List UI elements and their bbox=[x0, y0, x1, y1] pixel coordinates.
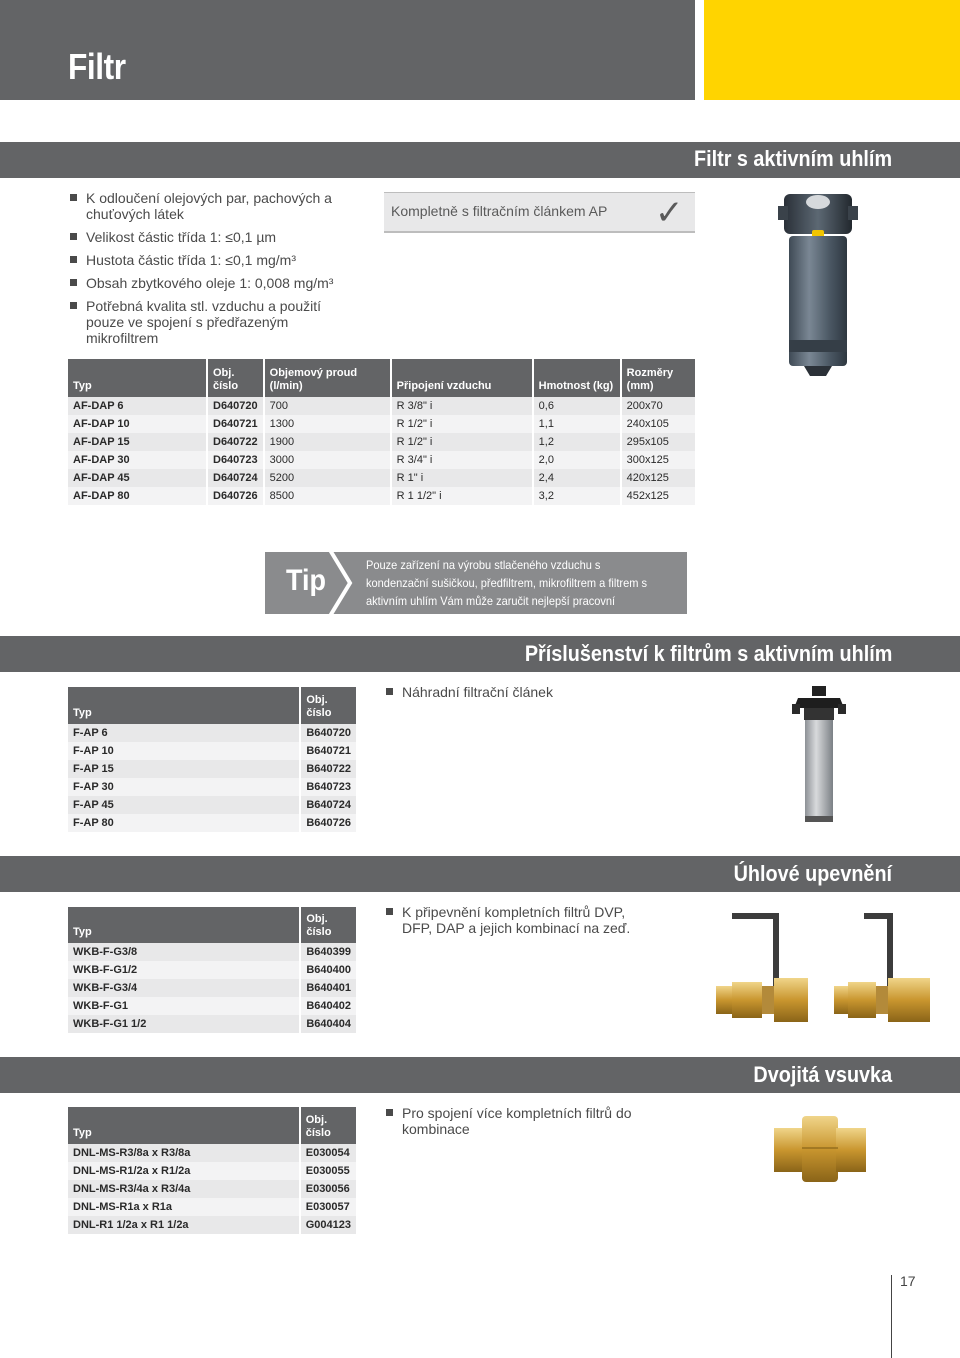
table-row bbox=[68, 469, 695, 487]
table-cell: B640721 bbox=[300, 742, 356, 760]
table-header: Typ bbox=[68, 359, 207, 397]
table-header: Obj. číslo bbox=[207, 359, 264, 397]
table-cell: AF-DAP 45 bbox=[68, 469, 207, 487]
double-nipple-image bbox=[770, 1110, 870, 1188]
table-header: Typ bbox=[68, 687, 300, 724]
table-cell: R 1" i bbox=[391, 469, 533, 487]
table-cell: R 1/2" i bbox=[391, 433, 533, 451]
table-cell: F-AP 10 bbox=[68, 742, 300, 760]
section-title-filter: Filtr s aktivním uhlím bbox=[693, 146, 892, 171]
table-cell: 1900 bbox=[264, 433, 391, 451]
tip-text: Pouze zařízení na výrobu stlačeného vzduchu s kondenzační sušičkou, předfiltrem, mikrofiltrem a filtrem s aktivním uhlím Vám může zaručit nejlepší pracovní výsledky a bezpečnost provozu. bbox=[366, 558, 648, 626]
table-cell: DNL-MS-R1/2a x R1/2a bbox=[68, 1162, 300, 1180]
table-row bbox=[68, 1180, 356, 1198]
table-cell: B640402 bbox=[300, 997, 356, 1015]
table-cell: 420x125 bbox=[621, 469, 695, 487]
table-row bbox=[68, 1216, 356, 1234]
table-cell: WKB-F-G1/2 bbox=[68, 961, 300, 979]
table-cell: DNL-MS-R3/8a x R3/8a bbox=[68, 1144, 300, 1162]
table-cell: WKB-F-G3/4 bbox=[68, 979, 300, 997]
table-row bbox=[68, 1015, 356, 1033]
table-cell: 300x125 bbox=[621, 451, 695, 469]
table-cell: 2,4 bbox=[533, 469, 621, 487]
bracket-table bbox=[68, 907, 356, 1033]
table-cell: R 1 1/2" i bbox=[391, 487, 533, 505]
table-row bbox=[68, 1198, 356, 1216]
table-cell: AF-DAP 80 bbox=[68, 487, 207, 505]
list-item: K odloučení olejových par, pachových a chuťových látek bbox=[68, 190, 358, 222]
table-row bbox=[68, 487, 695, 505]
table-cell: B640724 bbox=[300, 796, 356, 814]
table-header: Obj. číslo bbox=[300, 907, 356, 943]
table-cell: E030057 bbox=[300, 1198, 356, 1216]
table-cell: DNL-R1 1/2a x R1 1/2a bbox=[68, 1216, 300, 1234]
table-row bbox=[68, 760, 356, 778]
table-cell: WKB-F-G1 1/2 bbox=[68, 1015, 300, 1033]
table-cell: WKB-F-G1 bbox=[68, 997, 300, 1015]
table-row bbox=[68, 943, 356, 961]
table-cell: F-AP 6 bbox=[68, 724, 300, 742]
activated-carbon-filter-image bbox=[776, 190, 860, 378]
table-cell: 295x105 bbox=[621, 433, 695, 451]
page-number-rule bbox=[891, 1275, 892, 1358]
table-header: Obj. číslo bbox=[300, 1107, 356, 1144]
table-header: Hmotnost (kg) bbox=[533, 359, 621, 397]
table-cell: AF-DAP 30 bbox=[68, 451, 207, 469]
table-row bbox=[68, 979, 356, 997]
table-cell: F-AP 45 bbox=[68, 796, 300, 814]
table-row bbox=[68, 997, 356, 1015]
table-cell: DNL-MS-R1a x R1a bbox=[68, 1198, 300, 1216]
table-header: Objemový proud (l/min) bbox=[264, 359, 391, 397]
section-title-accessories: Příslušenství k filtrům s aktivním uhlím bbox=[524, 641, 892, 666]
double-nipple-feature-list bbox=[384, 1105, 654, 1144]
table-row bbox=[68, 415, 695, 433]
table-row bbox=[68, 778, 356, 796]
table-row bbox=[68, 814, 356, 832]
table-row bbox=[68, 1162, 356, 1180]
table-row bbox=[68, 397, 695, 415]
table-cell: B640400 bbox=[300, 961, 356, 979]
table-cell: AF-DAP 6 bbox=[68, 397, 207, 415]
header-accent bbox=[704, 0, 960, 100]
table-cell: R 3/8" i bbox=[391, 397, 533, 415]
list-item: K připevnění kompletních filtrů DVP, DFP, DAP a jejich kombinací na zeď. bbox=[384, 904, 644, 936]
table-cell: 0,6 bbox=[533, 397, 621, 415]
bracket-feature-list bbox=[384, 904, 644, 943]
table-row bbox=[68, 1144, 356, 1162]
accessories-feature-list bbox=[384, 684, 684, 707]
table-cell: G004123 bbox=[300, 1216, 356, 1234]
filter-spec-table bbox=[68, 359, 695, 505]
filter-feature-list bbox=[68, 190, 358, 353]
table-cell: B640723 bbox=[300, 778, 356, 796]
table-cell: 452x125 bbox=[621, 487, 695, 505]
table-cell: D640722 bbox=[207, 433, 264, 451]
table-cell: AF-DAP 10 bbox=[68, 415, 207, 433]
table-cell: F-AP 80 bbox=[68, 814, 300, 832]
table-row bbox=[68, 742, 356, 760]
list-item: Obsah zbytkového oleje 1: 0,008 mg/m³ bbox=[68, 275, 358, 291]
angle-bracket-image bbox=[710, 908, 936, 1026]
table-cell: 3,2 bbox=[533, 487, 621, 505]
table-row bbox=[68, 433, 695, 451]
page-number: 17 bbox=[900, 1273, 916, 1289]
table-cell: F-AP 15 bbox=[68, 760, 300, 778]
table-cell: D640724 bbox=[207, 469, 264, 487]
table-cell: F-AP 30 bbox=[68, 778, 300, 796]
table-cell: 1,1 bbox=[533, 415, 621, 433]
chevron-right-icon bbox=[328, 548, 354, 618]
table-cell: 240x105 bbox=[621, 415, 695, 433]
table-cell: 1,2 bbox=[533, 433, 621, 451]
table-cell: DNL-MS-R3/4a x R3/4a bbox=[68, 1180, 300, 1198]
section-title-double-nipple: Dvojitá vsuvka bbox=[753, 1062, 892, 1087]
table-cell: B640401 bbox=[300, 979, 356, 997]
table-cell: AF-DAP 15 bbox=[68, 433, 207, 451]
replacement-filter-element-image bbox=[786, 684, 852, 826]
table-header: Připojení vzduchu bbox=[391, 359, 533, 397]
complete-with-element-label: Kompletně s filtračním článkem AP bbox=[391, 203, 608, 219]
table-row bbox=[68, 724, 356, 742]
table-cell: B640399 bbox=[300, 943, 356, 961]
table-cell: B640720 bbox=[300, 724, 356, 742]
list-item: Náhradní filtrační článek bbox=[384, 684, 684, 700]
tip-label: Tip bbox=[286, 564, 327, 597]
table-cell: D640726 bbox=[207, 487, 264, 505]
table-row bbox=[68, 451, 695, 469]
table-cell: E030055 bbox=[300, 1162, 356, 1180]
table-cell: 200x70 bbox=[621, 397, 695, 415]
table-cell: R 1/2" i bbox=[391, 415, 533, 433]
checkmark-icon: ✓ bbox=[655, 193, 684, 233]
list-item: Potřebná kvalita stl. vzduchu a použití pouze ve spojení s předřazeným mikrofiltrem bbox=[68, 298, 358, 346]
table-cell: B640722 bbox=[300, 760, 356, 778]
table-cell: 5200 bbox=[264, 469, 391, 487]
table-cell: 1300 bbox=[264, 415, 391, 433]
table-header: Rozměry (mm) bbox=[621, 359, 695, 397]
table-cell: B640404 bbox=[300, 1015, 356, 1033]
double-nipple-table bbox=[68, 1107, 356, 1234]
page-title: Filtr bbox=[68, 46, 126, 87]
table-cell: 700 bbox=[264, 397, 391, 415]
table-cell: 8500 bbox=[264, 487, 391, 505]
list-item: Pro spojení více kompletních filtrů do kombinace bbox=[384, 1105, 654, 1137]
table-cell: WKB-F-G3/8 bbox=[68, 943, 300, 961]
table-cell: D640723 bbox=[207, 451, 264, 469]
table-cell: D640720 bbox=[207, 397, 264, 415]
table-cell: E030056 bbox=[300, 1180, 356, 1198]
table-cell: B640726 bbox=[300, 814, 356, 832]
list-item: Velikost částic třída 1: ≤0,1 µm bbox=[68, 229, 358, 245]
table-cell: D640721 bbox=[207, 415, 264, 433]
table-header: Typ bbox=[68, 1107, 300, 1144]
table-header: Typ bbox=[68, 907, 300, 943]
table-cell: 2,0 bbox=[533, 451, 621, 469]
table-header: Obj. číslo bbox=[300, 687, 356, 724]
section-title-bracket: Úhlové upevnění bbox=[733, 861, 892, 886]
table-cell: E030054 bbox=[300, 1144, 356, 1162]
list-item: Hustota částic třída 1: ≤0,1 mg/m³ bbox=[68, 252, 358, 268]
table-row bbox=[68, 796, 356, 814]
table-cell: 3000 bbox=[264, 451, 391, 469]
accessories-table bbox=[68, 687, 356, 832]
table-row bbox=[68, 961, 356, 979]
table-cell: R 3/4" i bbox=[391, 451, 533, 469]
